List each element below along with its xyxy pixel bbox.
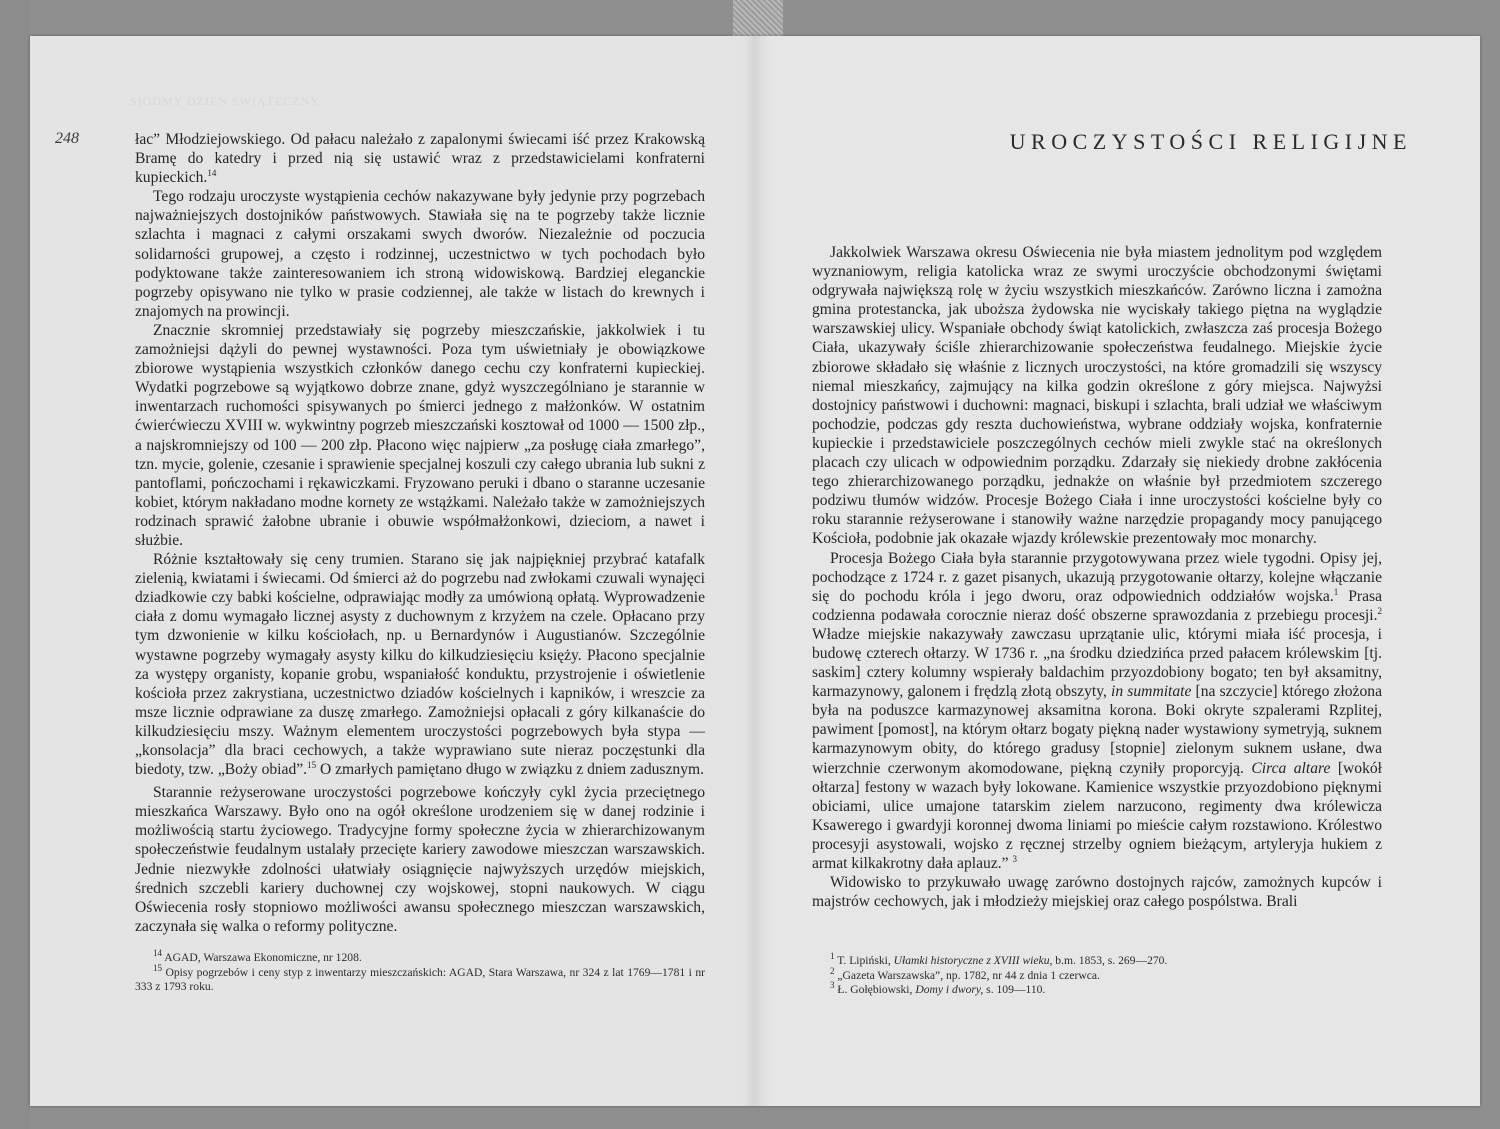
scan-bookmark-strip <box>733 0 783 36</box>
right-footnotes <box>812 951 1382 998</box>
footnote: $^{14}$ AGAD, Warszawa Ekonomiczne, nr 1208. <box>153 948 362 964</box>
paragraph: łac” Młodziejowskiego. Od pałacu należało z zapalonymi świecami iść przez Krakowską Bramę do katedry i przed nią się ustawić wraz z przedstawicielami konfraterni kupieckich.$^{14}$ <box>135 131 705 187</box>
left-page <box>30 36 755 1106</box>
paragraph: Procesja Bożego Ciała była starannie przygotowywana przez wiele tygodni. Opisy jej, pochodzące z 1724 r. z gazet pisanych, ukazują przygotowanie ołtarzy, kolejne włączanie się do pochodu króla i jego dworu, oraz odpowiednich oddziałów wojska.$^1$ Prasa codzienna podawała corocznie nieraz dość obszerne sprawozdania z przebiegu procesji.$^2$ Władze miejskie nakazywały zawczasu uprzątanie ulic, którymi miała iść procesja, i budowę czterech ołtarzy. W 1736 r. „na środku dziedzińca przed pałacem królewskim [tj. saskim] cztery kolumny wspierały baldachim przyozdobiony bogato; ten był aksamitny, karmazynowy, galonem i frędzlą złotą obszyty, in summitate [na szczycie] którego złożona była na poduszce karmazynowej aksamitna korona. Boki okryte szpalerami Rzplitej, pawiment [pomost], na którym ołtarz bogaty piękną nader wystawiony symetryją, suknem karmazynowym obity, do którego gradusy [stopnie] zielonym suknem usłane, dwa wierzchnie czerwonym akomodowane, piękną czyniły proporcyją. Circa altare [wokół ołtarza] festony w wazach były lokowane. Kamienice wszystkie przyozdobiono pięknymi obiciami, ulice umajone tatarskim zielem narzucono, regimenty dwa królewicza Ksawerego i gwardyji koronnej dwoma liniami po mieście całym rozstawiono. Królestwo procesyji asystowali, wojsko z ręcznej strzelby ogniem bieżącym, artyleryja hukiem z armat kilkakrotny dała aplauz.” $^3$ <box>812 549 1382 872</box>
right-body-text <box>812 243 1382 911</box>
left-running-head-bleed: SIODMY DZIEŃ SWIĄTECZNY <box>130 94 320 108</box>
left-footnotes <box>135 948 705 995</box>
chapter-title: UROCZYSTOŚCI RELIGIJNE <box>1009 129 1412 154</box>
paragraph: Widowisko to przykuwało uwagę zarówno dostojnych rajców, zamożnych kupców i majstrów cechowych, jak i młodzieży miejskiej oraz całego pospólstwa. Brali <box>812 874 1382 911</box>
paragraph: Jakkolwiek Warszawa okresu Oświecenia nie była miastem jednolitym pod względem wyznaniowym, religia katolicka wraz ze swymi uroczyście obchodzonymi świętami odgrywała największą rolę w życiu wszystkich mieszkańców. Zarówno liczna i zamożna gmina protestancka, jak uboższa żydowska nie wyciskały takiego piętna na wyglądzie warszawskiej ulicy. Wspaniałe obchody świąt katolickich, zwłaszcza zaś procesja Bożego Ciała, ukazywały ściśle zhierarchizowanie społeczeństwa feudalnego. Miejskie życie zbiorowe składało się właśnie z licznych uroczystości, na które gromadzili się wszyscy niemal mieszkańcy, zajmujący na kilka godzin określone z góry miejsca. Najwyżsi dostojnicy państwowi i duchowni: magnaci, biskupi i szlachta, brali udział we właściwym pochodzie, podczas gdy reszta duchowieństwa, wybrane oddziały wojska, konfraternie kupieckie i przedstawiciele poszczególnych cechów mieli zwykle stać na określonych placach czy ulicach w odpowiednim porządku. Zdarzały się niekiedy drobne zakłócenia tego zhierarchizowanego porządku, jednakże on właśnie był przedmiotem szczerego podziwu tłumów widzów. Procesje Bożego Ciała i inne uroczystości kościelne były co roku starannie reżyserowane i stanowiły ważne narzędzie propagandy mocy panującego Kościoła, podobnie jak okazałe wjazdy królewskie prezentowały moc monarchy. <box>812 244 1382 548</box>
footnote: $^2$ „Gazeta Warszawska”, np. 1782, nr 44 z dnia 1 czerwca. <box>830 965 1100 982</box>
paragraph: Starannie reżyserowane uroczystości pogrzebowe kończyły cykl życia przeciętnego mieszkańca Warszawy. Było ono na ogół określone urodzeniem się w danej rodzinie i możliwością startu życiowego. Tradycyjne formy społeczne życia w zhierarchizowanym społeczeństwie feudalnym ustalały przecięte kariery zawodowe mieszczan warszawskich. Jednie niezwykłe zdolności ułatwiały osiągnięcie najwyższych urzędów miejskich, średnich szczebli kariery duchownej czy wojskowej, stopni naukowych. W ciągu Oświecenia rosły stopniowo możliwości awansu społecznego mieszczan warszawskich, zaczynała się walka o reformy polityczne. <box>135 784 705 935</box>
paragraph: Tego rodzaju uroczyste wystąpienia cechów nakazywane były jedynie przy pogrzebach najważniejszych dostojników państwowych. Stawiała się na te pogrzeby także licznie szlachta i magnaci z całymi orszakami swych dworów. Niezależnie od poczucia solidarności grupowej, a często i rodzinnej, uczestnictwo w tych pochodach było podyktowane także zainteresowaniem ich stroną widowiskową. Bardziej eleganckie pogrzeby opisywano nie tylko w prasie codziennej, ale także w listach do krewnych i znajomych na prowincji. <box>135 188 705 320</box>
left-body-text <box>135 130 705 936</box>
footnote: $^{15}$ Opisy pogrzebów i ceny styp z inwentarzy mieszczańskich: AGAD, Stara Warszawa, nr 324 z lat 1769—1781 i nr 333 z 1793 roku. <box>135 962 705 994</box>
page-number: 248 <box>55 130 79 147</box>
right-page <box>754 36 1480 1106</box>
book-spread <box>30 36 1480 1106</box>
footnote: $^1$ T. Lipiński, Ułamki historyczne z XVIII wieku, b.m. 1853, s. 269—270. <box>830 951 1168 967</box>
paragraph: Różnie kształtowały się ceny trumien. Starano się jak najpiękniej przybrać katafalk zielenią, kwiatami i świecami. Od śmierci aż do pogrzebu nad zwłokami czuwali wynajęci dziadkowie czy babki kościelne, odprawiając modły za umówioną opłatą. Wyprowadzenie ciała z domu wymagało licznej asysty z duchownym z krzyżem na czele. Opłacano przy tym dzwonienie w kilku kościołach, np. u Bernardynów i Augustianów. Szczególnie wystawne pogrzeby wymagały asysty kilku do kilkudziesięciu księży. Płacono specjalnie za występy organisty, kopanie grobu, wspaniałość konduktu, przystrojenie i oświetlenie kościoła przez zakrystiana, uczestnictwo dziadów kościelnych i kapników, i wreszcie za msze licznie odprawiane za duszę zmarłego. Zamożniejsi opłacali z góry kilkanaście do kilkudziesięciu mszy. Ważnym elementem uroczystości pogrzebowych była stypa — „konsolacja” dla braci cechowych, a także wyprawiano sute nieraz poczęstunki dla biedoty, tzw. „Boży obiad”.$^{15}$ O zmarłych pamiętano długo w związku z dniem zadusznym. <box>135 551 705 779</box>
footnote: $^3$ Ł. Gołębiowski, Domy i dwory, s. 109—110. <box>830 980 1046 997</box>
paragraph: Znacznie skromniej przedstawiały się pogrzeby mieszczańskie, jakkolwiek i tu zamożniejsi dążyli do pewnej wystawności. Poza tym uświetniały je obowiązkowe zbiorowe wystąpienia wszystkich członków danego cechu czy konfraterni kupieckiej. Wydatki pogrzebowe są wyjątkowo dobrze znane, gdyż wyszczególniano je starannie w inwentarzach ruchomości spisywanych po śmierci jednego z małżonków. W ostatnim ćwierćwieczu XVIII w. wykwintny pogrzeb mieszczański kosztował od 1000 — 1500 złp., a najskromniejszy od 100 — 200 złp. Płacono więc najpierw „za posługę ciała zmarłego”, tzn. mycie, golenie, czesanie i sprawienie specjalnej koszuli czy całego ubrania lub sukni z pantoflami, pończochami i rękawiczkami. Fryzowano peruki i dbano o staranne uczesanie kobiet, którym nakładano modne kornety ze wstążkami. Należało także w zamożniejszych rodzinach sprawić żałobne ubranie i obuwie współmałżonkowi, dzieciom, a nawet i służbie. <box>135 321 705 549</box>
scan-background-left <box>0 0 30 1129</box>
book-gutter <box>742 36 772 1106</box>
